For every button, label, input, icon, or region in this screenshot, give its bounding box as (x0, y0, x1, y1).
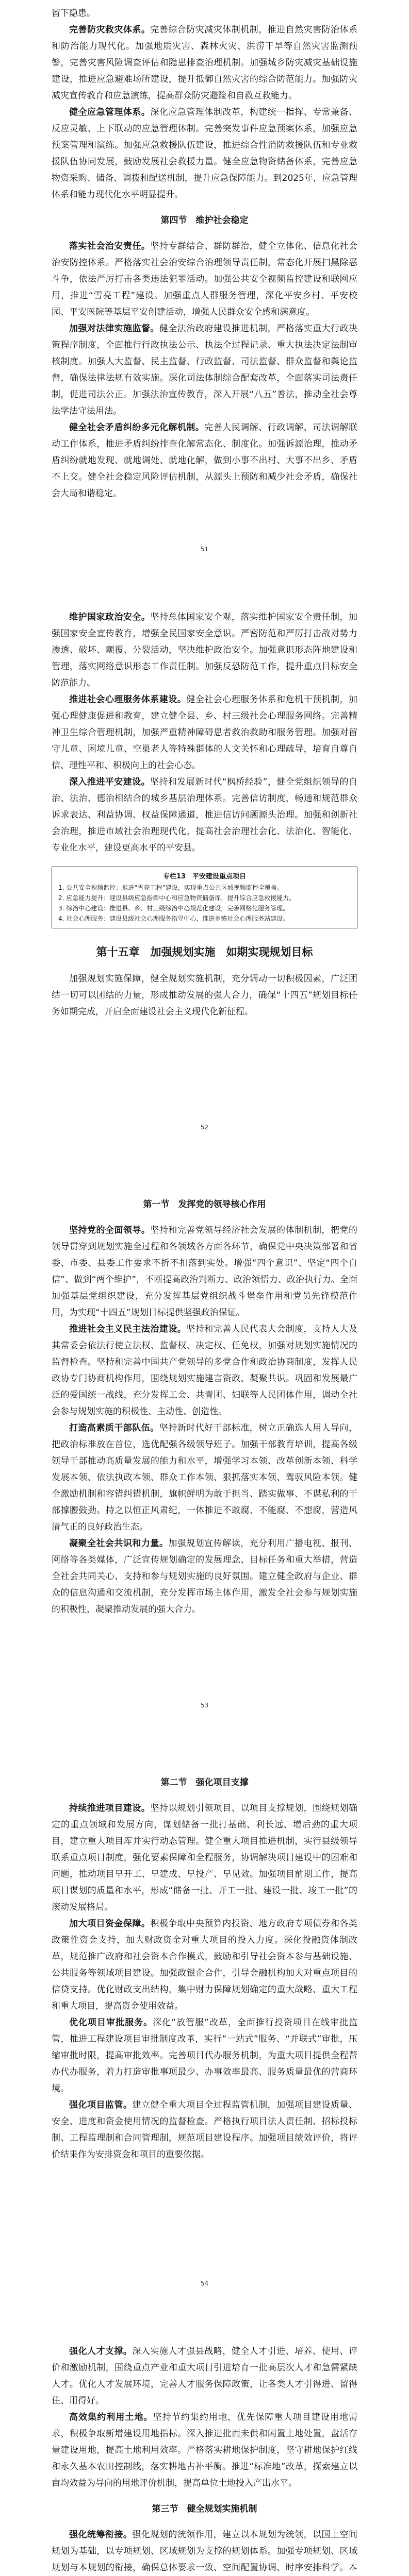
section-heading: 第二节 强化项目支撑 (160, 1777, 249, 1788)
paragraph (52, 419, 357, 502)
paragraph-text: 建立健全重大项目全过程监管机制，加强项目建设质量、安全、进度和资金使用情况的监督检查。严格执行项目法人责任制、招标投标制、工程监理制和合同管理制，规范项目建设程序。加强项目绩效评价，将评价结果作为安排资金和项目的重要依据。 (52, 2100, 358, 2160)
project-box-title: 专栏13 平安建设重点项目 (162, 873, 247, 880)
paragraph-lead: 强化统筹衔接。 (69, 2530, 133, 2540)
paragraph-lead: 加强对法律实施监督。 (69, 324, 159, 334)
paragraph (52, 320, 357, 419)
paragraph-text: 深入实施人才强县战略，健全人才引进、培养、使用、评价和激励机制，围绕重点产业和重大项目引进培育一批高层次人才和急需紧缺人才。优化人才发展环境，完善人才服务保障政策，让各类人才引得进、留得住、用得好。 (52, 2346, 358, 2406)
paragraph-lead: 凝聚全社会共识和力量。 (69, 1538, 169, 1549)
project-box-item: 4. 社会心理服务：建设县级社会心理服务指导中心，推进乡镇社会心理服务站建设。 (58, 915, 289, 922)
paragraph (52, 971, 357, 1020)
paragraph-text: 健全社会心理服务体系和危机干预机制，加强心理健康促进和教育，建立健全县、乡、村三级社会心理服务网络。完善精神卫生综合管理机制，加强严重精神障碍患者救治救助和服务管理。加强对留守儿童、困境儿童、空巢老人等特殊群体的人文关怀和心理疏导，培育自尊自信、理性平和、积极向上的社会心态。 (52, 694, 358, 771)
paragraph-lead: 加大项目资金保障。 (69, 1919, 151, 1929)
paragraph-text: 坚持总体国家安全观，落实维护国家安全责任制，加强国家安全宣传教育，增强全民国家安全意识。严密防范和严厉打击敌对势力渗透、破坏、颠覆、分裂活动，坚决维护政治安全。加强意识形态阵地建设和管理，落实网络意识形态工作责任制。加强反恐防范工作，提升重点目标安全防范能力。 (52, 612, 358, 688)
paragraph-text: 积极争取中央预算内投资、地方政府专项债券和各类政策性资金支持，加大财政资金对重大项目的投入力度。深化投融资体制改革，规范推广政府和社会资本合作模式，鼓励和引导社会资本参与基础设施、公共服务等领域项目建设。加强政银企合作，引导金融机构加大对重点项目的信贷支持。优化财政支出结构，集中财力保障规划确定的重大战略、重大工程和重大项目，提高资金使用效益。 (52, 1919, 358, 2011)
paragraph (52, 1800, 357, 1916)
document-page (0, 0, 409, 578)
paragraph-continuation: 留下隐患。 (52, 8, 95, 19)
section-heading: 第四节 维护社会稳定 (160, 215, 249, 226)
paragraph (52, 1222, 357, 1321)
page-number: 52 (200, 1124, 209, 1131)
page-number: 51 (200, 546, 209, 553)
paragraph-text: 完善综合防灾减灾体制机制，推进自然灾害防治体系和防治能力现代化。加强地质灾害、森林火灾、洪涝干旱等自然灾害监测预警，完善灾害风险调查评估和隐患排查治理机制。加强城乡防灾减灾基础设施建设，推进应急避难场所建设，提升抵御自然灾害的综合防范能力。加强防灾减灾宣传教育和应急演练，提高群众防灾避险和自救互救能力。 (52, 25, 358, 101)
paragraph (52, 609, 357, 691)
paragraph-text: 坚持和发展新时代“枫桥经验”，健全党组织领导的自治、法治、德治相结合的城乡基层治理体系。完善信访制度，畅通和规范群众诉求表达、利益协调、权益保障通道，推进信访问题源头治理。加强和创新社会治理，推进市域社会治理现代化，提高社会治理社会化、法治化、智能化、专业化水平，建设更高水平的平安县。 (52, 777, 357, 853)
paragraph-text: 坚持专群结合、群防群治，健全立体化、信息化社会治安防控体系。严格落实社会治安综合治理领导责任制，常态化开展扫黑除恶斗争，依法严厉打击各类违法犯罪活动。加强公共安全视频监控建设和联网应用，推进“雪亮工程”建设。加强重点人群服务管理，深化平安乡村、平安校园、平安医院等基层平安创建活动，增强人民群众安全感和满意度。 (52, 241, 358, 317)
paragraph (52, 238, 357, 320)
paragraph-text: 坚持新时代好干部标准，树立正确选人用人导向，把政治标准放在首位，选优配强各级领导班子。加强干部教育培训，提高各级领导干部推动高质量发展的能力和水平，增强学习本领、改革创新本领、科学发展本领、依法执政本领、群众工作本领、狠抓落实本领、驾驭风险本领。健全激励机制和容错纠错机制，旗帜鲜明为敢于担当、踏实做事、不谋私利的干部撑腰鼓劲。持之以恒正风肃纪，一体推进不敢腐、不能腐、不想腐，营造风清气正的良好政治生态。 (52, 1423, 358, 1532)
paragraph-text: 健全法治政府建设推进机制，严格落实重大行政决策程序制度，全面推行行政执法公示、执法全过程记录、重大执法决定法制审核制度。加强人大监督、民主监督、行政监督、司法监督、群众监督和舆论监督，确保法律法规有效实施。深化司法体制综合配套改革，全面落实司法责任制，促进司法公正。加强法治宣传教育，深入开展“八五”普法，推动全社会尊法学法守法用法。 (52, 324, 358, 416)
paragraph-text: 深化应急管理体制改革，构建统一指挥、专常兼备、反应灵敏、上下联动的应急管理体制。完善突发事件应急预案体系，加强应急预案管理和演练。加强应急救援队伍建设，推进综合性消防救援队伍和专业救援队伍协同发展，鼓励发展社会救援力量。健全应急物资储备体系，完善应急物资采购、储备、调拨和配送机制，提升应急保障能力。到2025年，应急管理体系和能力现代化水平明显提升。 (52, 107, 358, 200)
paragraph-lead: 强化项目监管。 (69, 2100, 133, 2110)
paragraph-lead: 强化人才支撑。 (69, 2346, 133, 2357)
paragraph (52, 104, 357, 203)
section-heading: 第三节 健全规划实施机制 (152, 2504, 257, 2514)
paragraph (52, 2343, 357, 2409)
paragraph (52, 691, 357, 774)
paragraph-text: 坚持和完善人民代表大会制度，支持人大及其常委会依法行使立法权、监督权、决定权、任免权，加强对规划实施情况的监督检查。坚持和完善中国共产党领导的多党合作和政治协商制度，发挥人民政协专门协商机构作用，围绕规划实施建言资政、凝聚共识。巩固和发展最广泛的爱国统一战线，充分发挥工会、共青团、妇联等人民团体作用，调动全社会参与规划实施的积极性、主动性、创造性。 (52, 1324, 358, 1417)
paragraph (52, 1420, 357, 1535)
page-number: 54 (200, 2280, 209, 2287)
document-page (0, 1734, 409, 2312)
paragraph-lead: 高效集约利用土地。 (69, 2412, 153, 2422)
paragraph-lead: 打造高素质干部队伍。 (69, 1423, 159, 1433)
paragraph (52, 1916, 357, 2014)
paragraph-lead: 持续推进项目建设。 (69, 1803, 151, 1814)
chapter-heading: 第十五章 加强规划实施 如期实现规划目标 (96, 946, 313, 958)
paragraph-lead: 坚持党的全面领导。 (69, 1225, 151, 1235)
project-box (52, 867, 357, 928)
paragraph-text: 坚持和完善党领导经济社会发展的体制机制，把党的领导贯穿到规划实施全过程和各领域各方面各环节，确保党中央决策部署和省委、市委、县委工作要求不折不扣落到实处。增强“四个意识”、坚定“四个自信”、做到“两个维护”，不断提高政治判断力、政治领悟力、政治执行力。全面加强基层党组织建设，充分发挥基层党组织战斗堡垒作用和党员先锋模范作用，为实现“十四五”规划目标提供坚强政治保证。 (52, 1225, 358, 1318)
paragraph (52, 2014, 357, 2097)
paragraph (52, 1321, 357, 1420)
project-box-item: 1. 公共安全视频监控：推进“雪亮工程”建设，实现重点公共区域视频监控全覆盖。 (58, 884, 283, 891)
paragraph (52, 22, 357, 104)
paragraph-lead: 推进社会主义民主法治建设。 (69, 1324, 187, 1334)
paragraph-lead: 推进社会心理服务体系建设。 (69, 694, 187, 705)
document-page (0, 578, 409, 1156)
paragraph-lead: 健全应急管理体系。 (69, 107, 151, 117)
project-box-item: 2. 应急能力提升：建设县级应急指挥中心和应急物资储备库，提升综合应急救援能力。 (58, 894, 296, 902)
paragraph-text: 加强规划实施保障，健全规划实施机制，充分调动一切积极因素，广泛团结一切可以团结的力量，形成推动发展的强大合力，确保“十四五”规划目标任务如期完成，开启全面建设社会主义现代化新征程。 (52, 974, 357, 1017)
paragraph-lead: 完善防灾救灾体系。 (69, 25, 151, 35)
page-number: 53 (200, 1702, 209, 1709)
paragraph (52, 2527, 357, 2576)
paragraph-text: 完善人民调解、行政调解、司法调解联动工作体系，推进矛盾纠纷排查化解常态化、制度化。加强诉源治理，推动矛盾纠纷就地发现、就地调处、就地化解，做到小事不出村、大事不出乡、矛盾不上交。健全社会稳定风险评估机制，从源头上预防和减少社会矛盾，确保社会大局和谐稳定。 (52, 422, 358, 499)
project-box-item: 3. 综治中心建设：推进县、乡、村三级综治中心规范化建设，完善网格化服务管理。 (58, 905, 289, 912)
document-page (0, 1156, 409, 1734)
paragraph-lead: 深入推进平安建设。 (69, 777, 151, 787)
paragraph-text: 加强规划宣传解读，充分利用广播电视、报刊、网络等各类媒体，广泛宣传规划确定的发展理念、目标任务和重大举措，营造全社会共同关心、支持和参与规划实施的良好氛围。建立健全政府与企业、群众的信息沟通和交流机制，充分发挥市场主体作用，激发全社会参与规划实施的积极性，凝聚推动发展的强大合力。 (52, 1538, 358, 1615)
paragraph-lead: 健全社会矛盾纠纷多元化解机制。 (69, 422, 205, 433)
paragraph-lead: 维护国家政治安全。 (69, 612, 151, 622)
paragraph-text: 坚持以规划引领项目、以项目支撑规划，围绕规划确定的重点领域和发展方向，谋划储备一批打基础、利长远、增后劲的重大项目，建立重大项目库并实行动态管理。健全重大项目推进机制，实行县级领导联系重点项目制度，强化要素保障和全程服务，协调解决项目建设中的困难和问题，推动项目早开工、早建成、早投产、早见效。加强项目前期工作，提高项目谋划的质量和水平，形成“储备一批、开工一批、建设一批、竣工一批”的滚动发展格局。 (52, 1803, 358, 1912)
paragraph-lead: 优化项目审批服务。 (69, 2018, 153, 2028)
paragraph-text: 深化“放管服”改革，全面推行投资项目在线审批监管，推进工程建设项目审批制度改革，实行“一站式”服务、“并联式”审批，压缩审批时限，提高审批效率。完善项目代办服务机制，为重大项目提供全程帮办代办服务，着力打造审批事项最少、办事效率最高、服务质量最优的营商环境。 (52, 2018, 357, 2094)
paragraph-lead: 落实社会治安责任。 (69, 241, 151, 251)
document-page (0, 2312, 409, 2576)
section-heading: 第一节 发挥党的领导核心作用 (143, 1199, 266, 1210)
paragraph (52, 774, 357, 856)
paragraph (52, 1535, 357, 1618)
paragraph (52, 2097, 357, 2163)
paragraph (52, 2409, 357, 2492)
paragraph-text: 强化规划的统领作用，建立以本规划为统领，以国土空间规划为基础，以专项规划、区域规划为支撑的规划体系。加强专项规划、区域规划与本规划的衔接，确保总体要求一致、空间配置协调、时序安排科学。本 (52, 2530, 358, 2573)
paragraph-text: 坚持节约集约用地，优先保障重大项目建设用地需求，积极争取新增建设用地指标。深入推进批而未供和闲置土地处置，盘活存量建设用地，提高土地利用效率。严格落实耕地保护制度，坚守耕地保护红线和永久基本农田控制线，落实耕地占补平衡。推进“标准地”改革，探索建立以亩均效益为导向的用地评价机制，提高单位土地投入产出水平。 (52, 2412, 358, 2488)
